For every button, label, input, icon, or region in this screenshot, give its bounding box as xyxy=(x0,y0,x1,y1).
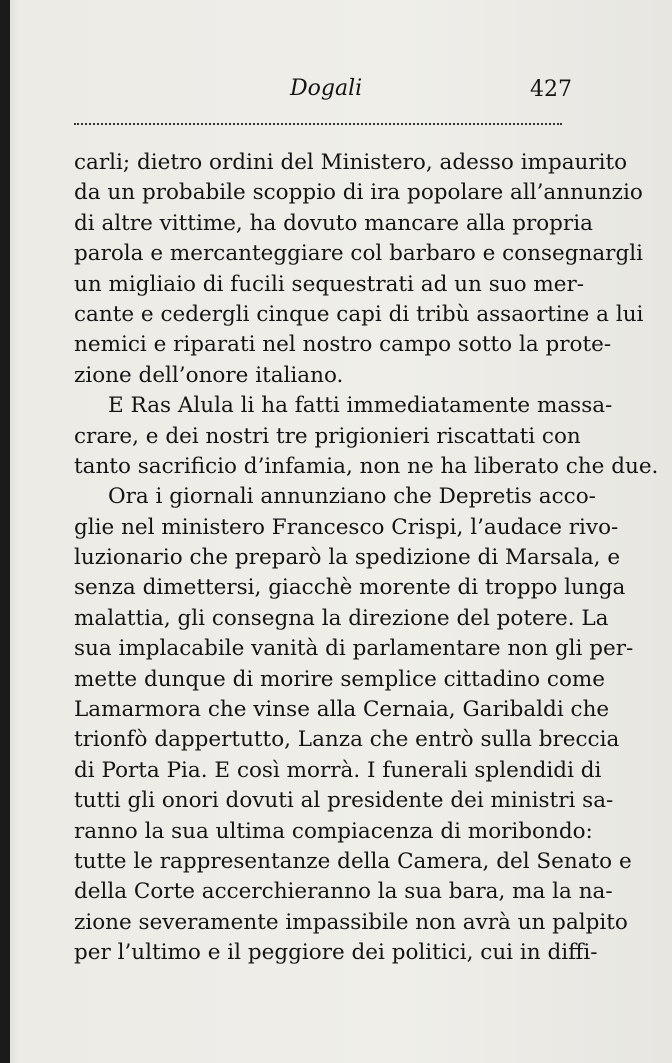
running-head xyxy=(0,74,672,110)
text-line: della Corte accerchieranno la sua bara, ma la na- xyxy=(74,879,613,905)
text-line: zione severamente impassibile non avrà un palpito xyxy=(74,909,628,935)
text-line: un migliaio di fucili sequestrati ad un suo mer- xyxy=(74,271,585,297)
text-line: tanto sacrificio d’infamia, non ne ha liberato che due. xyxy=(74,453,659,479)
text-line: trionfò dappertutto, Lanza che entrò sulla breccia xyxy=(74,727,620,753)
text-line: crare, e dei nostri tre prigionieri riscattati con xyxy=(74,423,581,449)
text-line: Ora i giornali annunziano che Depretis acco- xyxy=(108,484,596,510)
text-line: glie nel ministero Francesco Crispi, l’audace rivo- xyxy=(74,514,619,540)
text-line: nemici e riparati nel nostro campo sotto la prote- xyxy=(74,332,612,358)
running-title: Dogali xyxy=(290,76,363,101)
header-rule xyxy=(74,123,562,125)
text-line: senza dimettersi, giacchè morente di troppo lunga xyxy=(74,575,626,601)
text-line: tutte le rappresentanze della Camera, del Senato e xyxy=(74,848,632,874)
binding-edge xyxy=(0,0,10,1063)
text-line: E Ras Alula li ha fatti immediatamente massa- xyxy=(108,393,613,419)
text-line: cante e cedergli cinque capi di tribù assaortine a lui xyxy=(74,301,644,327)
text-line: malattia, gli consegna la direzione del potere. La xyxy=(74,605,609,631)
text-line: zione dell’onore italiano. xyxy=(74,362,344,388)
text-line: da un probabile scoppio di ira popolare all’annunzio xyxy=(74,180,643,206)
text-line: di altre vittime, ha dovuto mancare alla propria xyxy=(74,210,593,236)
text-line: sua implacabile vanità di parlamentare non gli per- xyxy=(74,636,634,662)
text-line: mette dunque di morire semplice cittadino come xyxy=(74,666,606,692)
text-line: ranno la sua ultima compiacenza di moribondo: xyxy=(74,818,593,844)
text-line: parola e mercanteggiare col barbaro e consegnargli xyxy=(74,241,643,267)
page-number: 427 xyxy=(530,77,572,102)
text-line: luzionario che preparò la spedizione di Marsala, e xyxy=(74,545,621,571)
text-line: tutti gli onori dovuti al presidente dei ministri sa- xyxy=(74,788,614,814)
text-line: Lamarmora che vinse alla Cernaia, Garibaldi che xyxy=(74,697,610,723)
text-line: di Porta Pia. E così morrà. I funerali splendidi di xyxy=(74,757,602,783)
body-text xyxy=(74,148,659,969)
text-line: carli; dietro ordini del Ministero, adesso impaurito xyxy=(74,150,628,175)
text-line: per l’ultimo e il peggiore dei politici, cui in diffi- xyxy=(74,940,598,966)
